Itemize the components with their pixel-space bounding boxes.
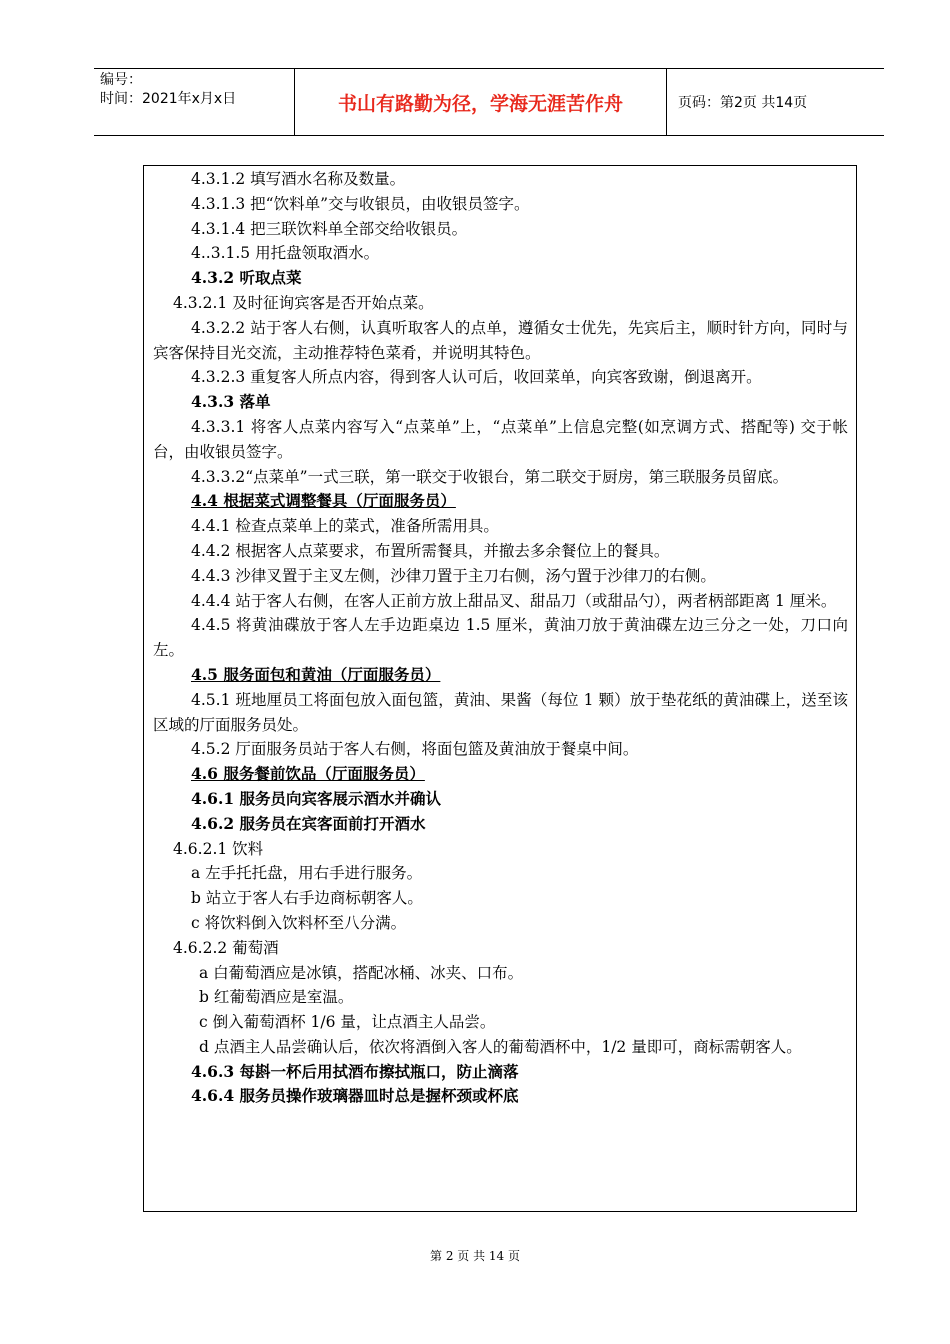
document-body <box>153 167 848 1109</box>
paragraph: 4.3.2.2 站于客人右侧，认真听取客人的点单，遵循女士优先，先宾后主，顺时针方向，同时与宾客保持目光交流，主动推荐特色菜肴，并说明其特色。 <box>153 318 848 362</box>
header-meta <box>100 71 290 109</box>
text-line: 4.3.2.1 及时征询宾客是否开始点菜。 <box>173 293 434 312</box>
text-line: 4.3.1.3 把“饮料单”交与收银员，由收银员签字。 <box>191 194 530 213</box>
subsection-heading: 4.6.2 服务员在宾客面前打开酒水 <box>191 813 426 833</box>
section-heading: 4.5 服务面包和黄油（厅面服务员） <box>191 664 441 684</box>
document-header <box>94 68 884 136</box>
subsection-heading: 4.6.1 服务员向宾客展示酒水并确认 <box>191 788 442 808</box>
header-divider <box>666 69 667 135</box>
paragraph: 4.3.3.1 将客人点菜内容写入“点菜单”上，“点菜单”上信息完整(如烹调方式、搭配等) 交于帐台，由收银员签字。 <box>153 417 848 461</box>
paragraph: 4.5.1 班地厘员工将面包放入面包篮，黄油、果酱（每位 1 颗）放于垫花纸的黄油碟上，送至该区域的厅面服务员处。 <box>153 690 848 734</box>
text-line: 4.6.2.2 葡萄酒 <box>173 938 279 957</box>
list-item: a 左手托托盘，用右手进行服务。 <box>191 864 423 883</box>
text-line: 4.3.1.4 把三联饮料单全部交给收银员。 <box>191 219 468 238</box>
list-item: c 将饮料倒入饮料杯至八分满。 <box>191 913 407 932</box>
header-motto: 书山有路勤为径，学海无涯苦作舟 <box>337 92 623 115</box>
subsection-heading: 4.6.3 每斟一杯后用拭酒布擦拭瓶口，防止滴落 <box>191 1061 519 1081</box>
section-heading: 4.3.2 听取点菜 <box>191 268 302 288</box>
list-item: b 红葡萄酒应是室温。 <box>199 988 354 1007</box>
paragraph: 4.3.3.2“点菜单”一式三联，第一联交于收银台，第二联交于厨房，第三联服务员留底。 <box>191 467 789 486</box>
section-heading: 4.4 根据菜式调整餐具（厅面服务员） <box>191 491 456 511</box>
list-item: c 倒入葡萄酒杯 1/6 量，让点酒主人品尝。 <box>199 1013 496 1032</box>
text-line: 4.4.3 沙律叉置于主叉左侧，沙律刀置于主刀右侧，汤勺置于沙律刀的右侧。 <box>191 566 716 585</box>
document-time-label: 时间：2021年x月x日 <box>100 91 237 107</box>
text-line: 4.5.2 厅面服务员站于客人右侧，将面包篮及黄油放于餐桌中间。 <box>191 740 639 759</box>
page-footer: 第 2 页 共 14 页 <box>430 1249 520 1263</box>
text-line: 4.4.2 根据客人点菜要求，布置所需餐具，并撤去多余餐位上的餐具。 <box>191 541 670 560</box>
section-heading: 4.6 服务餐前饮品（厅面服务员） <box>191 764 425 784</box>
text-line: 4.6.2.1 饮料 <box>173 839 264 858</box>
text-line: 4.4.1 检查点菜单上的菜式，准备所需用具。 <box>191 517 499 536</box>
paragraph: 4.4.4 站于客人右侧，在客人正前方放上甜品叉、甜品刀（或甜品勺），两者柄部距离 1 厘米。 <box>191 591 837 610</box>
document-code-label: 编号： <box>100 72 142 88</box>
list-item: a 白葡萄酒应是冰镇，搭配冰桶、冰夹、口布。 <box>199 963 524 982</box>
subsection-heading: 4.6.4 服务员操作玻璃器皿时总是握杯颈或杯底 <box>191 1086 519 1106</box>
header-page-info: 页码：第2页 共14页 <box>678 95 808 111</box>
text-line: 4.3.1.2 填写酒水名称及数量。 <box>191 170 406 188</box>
paragraph: d 点酒主人品尝确认后，依次将酒倒入客人的葡萄酒杯中，1/2 量即可，商标需朝客人。 <box>199 1037 802 1056</box>
paragraph: 4.4.5 将黄油碟放于客人左手边距桌边 1.5 厘米，黄油刀放于黄油碟左边三分之一处，刀口向左。 <box>153 616 848 660</box>
list-item: b 站立于客人右手边商标朝客人。 <box>191 889 423 908</box>
section-heading: 4.3.3 落单 <box>191 392 271 412</box>
paragraph: 4.3.2.3 重复客人所点内容，得到客人认可后，收回菜单，向宾客致谢，倒退离开。 <box>191 368 762 387</box>
text-line: 4..3.1.5 用托盘领取酒水。 <box>191 244 380 263</box>
